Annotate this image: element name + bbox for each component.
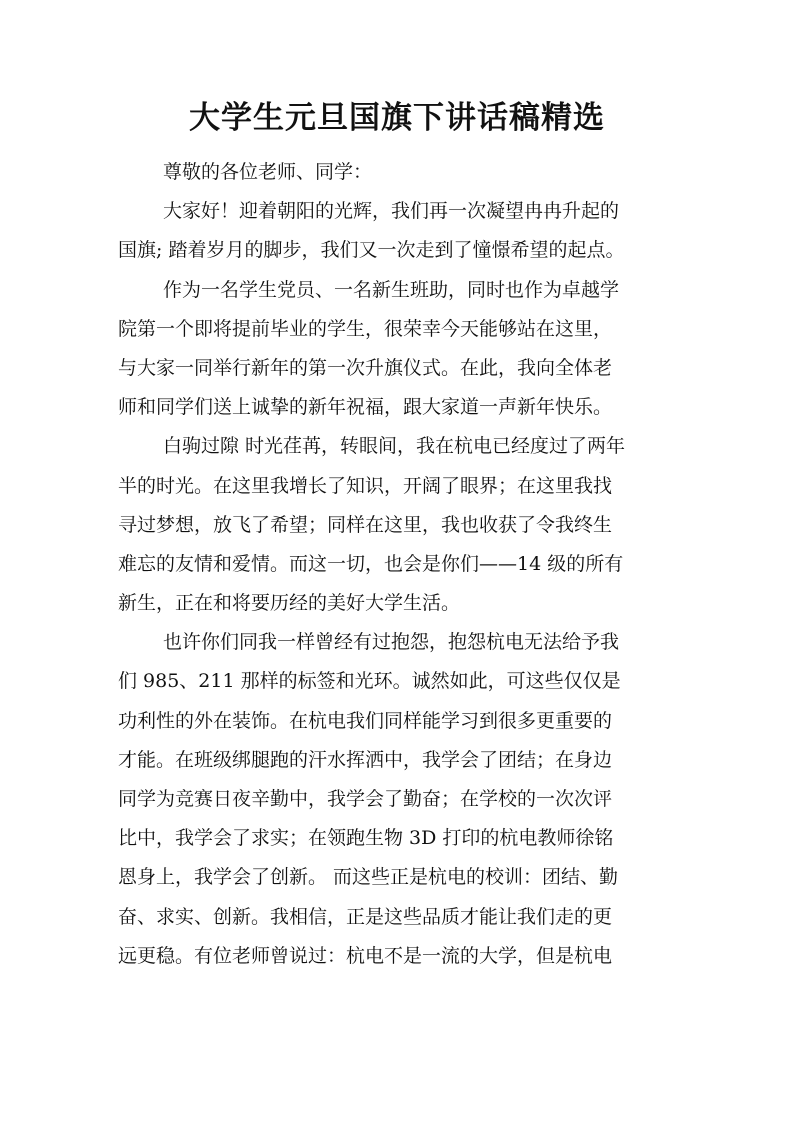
text-line: 白驹过隙 时光荏苒，转眼间，我在杭电已经度过了两年 <box>163 435 626 458</box>
text-line: 功利性的外在装饰。在杭电我们同样能学习到很多更重要的 <box>118 709 613 732</box>
text-line: 尊敬的各位老师、同学： <box>163 161 373 183</box>
paragraph-salutation <box>118 153 678 192</box>
text-line: 们 985、211 那样的标签和光环。诚然如此，可这些仅仅是 <box>118 670 621 693</box>
paragraph-memories <box>118 427 678 623</box>
document-body <box>118 153 678 976</box>
text-line: 国旗; 踏着岁月的脚步，我们又一次走到了憧憬希望的起点。 <box>118 239 625 262</box>
text-line: 作为一名学生党员、一名新生班助，同时也作为卓越学 <box>163 278 620 301</box>
text-line: 同学为竞赛日夜辛勤中，我学会了勤奋；在学校的一次次评 <box>118 788 613 810</box>
text-line: 也许你们同我一样曾经有过抱怨，抱怨杭电无法给予我 <box>163 631 620 654</box>
text-line: 与大家一同举行新年的第一次升旗仪式。在此，我向全体老 <box>118 356 613 379</box>
text-line: 院第一个即将提前毕业的学生，很荣幸今天能够站在这里， <box>118 317 613 340</box>
paragraph-introduction <box>118 271 678 428</box>
text-line: 远更稳。有位老师曾说过：杭电不是一流的大学，但是杭电 <box>118 944 613 967</box>
paragraph-school-motto <box>118 623 678 976</box>
text-line: 比中，我学会了求实；在领跑生物 3D 打印的杭电教师徐铭 <box>118 827 614 850</box>
text-line: 才能。在班级绑腿跑的汗水挥洒中，我学会了团结；在身边 <box>118 748 613 771</box>
document-title: 大学生元旦国旗下讲话稿精选 <box>189 100 605 136</box>
text-line: 奋、求实、创新。我相信，正是这些品质才能让我们走的更 <box>118 905 613 928</box>
text-line: 半的时光。在这里我增长了知识，开阔了眼界；在这里我找 <box>118 474 613 497</box>
text-line: 难忘的友情和爱情。而这一切，也会是你们——14 级的所有 <box>118 552 624 575</box>
text-line: 师和同学们送上诚挚的新年祝福，跟大家道一声新年快乐。 <box>118 396 613 419</box>
text-line: 大家好！迎着朝阳的光辉，我们再一次凝望冉冉升起的 <box>163 200 620 223</box>
text-line: 新生，正在和将要历经的美好大学生活。 <box>118 592 461 615</box>
text-line: 寻过梦想，放飞了希望；同样在这里，我也收获了令我终生 <box>118 513 613 536</box>
paragraph-greeting <box>118 192 678 270</box>
text-line: 恩身上，我学会了创新。 而这些正是杭电的校训：团结、勤 <box>118 866 619 889</box>
